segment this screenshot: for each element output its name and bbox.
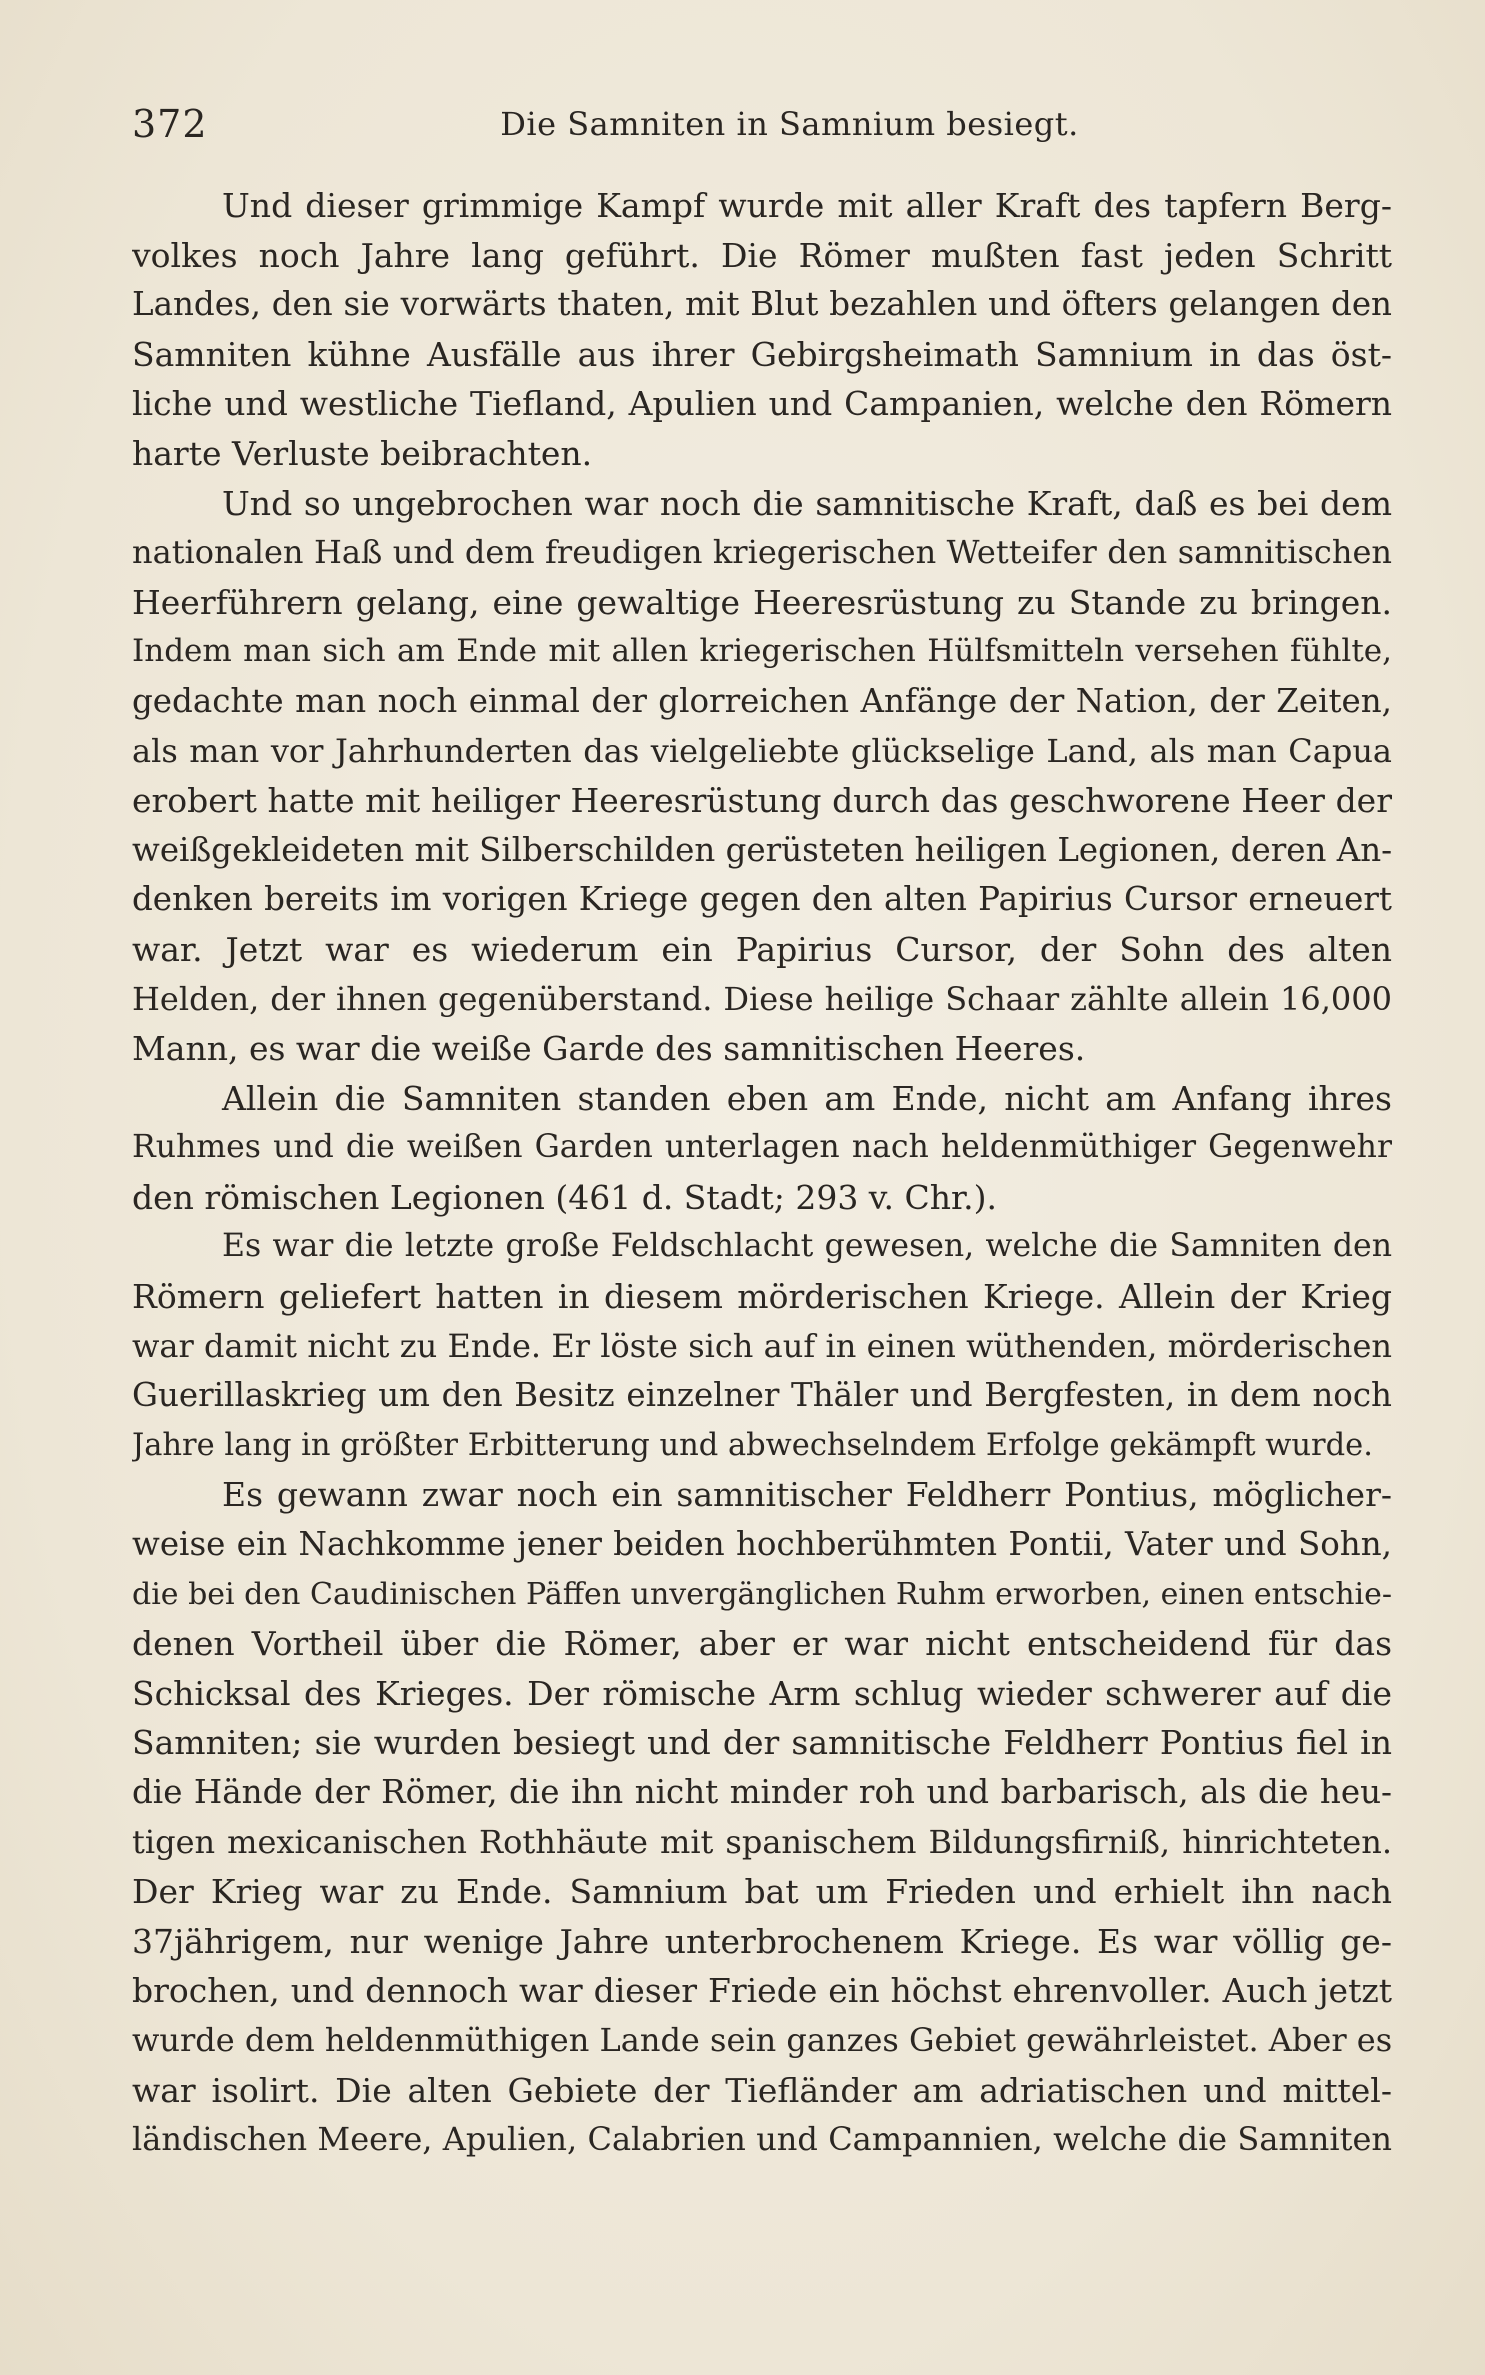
text-line: die Hände der Römer, die ihn nicht minder roh und barbarisch, als die heu- bbox=[132, 1773, 1392, 1811]
text-line: den römischen Legionen (461 d. Stadt; 293 v. Chr.). bbox=[132, 1177, 998, 1217]
text-line: Und so ungebrochen war noch die samnitische Kraft, daß es bei dem bbox=[222, 483, 1392, 523]
text-line: war damit nicht zu Ende. Er löste sich auf in einen wüthenden, mörderischen bbox=[132, 1326, 1392, 1365]
text-line: Jahre lang in größter Erbitterung und abwechselndem Erfolge gekämpft wurde. bbox=[132, 1427, 1373, 1463]
text-line: erobert hatte mit heiliger Heeresrüstung durch das geschworene Heer der bbox=[132, 781, 1392, 821]
text-line: Helden, der ihnen gegenüberstand. Diese heilige Schaar zählte allein 16,000 bbox=[132, 979, 1392, 1018]
text-line: Ruhmes und die weißen Garden unterlagen nach heldenmüthiger Gegenwehr bbox=[132, 1129, 1392, 1166]
text-line: ländischen Meere, Apulien, Calabrien und Campannien, welche die Samniten bbox=[132, 2120, 1392, 2159]
text-line: Landes, den sie vorwärts thaten, mit Blut bezahlen und öfters gelangen den bbox=[132, 285, 1392, 324]
text-line: Allein die Samniten standen eben am Ende, nicht am Anfang ihres bbox=[222, 1078, 1392, 1118]
text-line: Heerführern gelang, eine gewaltige Heeresrüstung zu Stande zu bringen. bbox=[132, 582, 1392, 622]
text-line: tigen mexicanischen Rothhäute mit spanischem Bildungsfirniß, hinrichteten. bbox=[132, 1822, 1392, 1861]
text-line: Samniten kühne Ausfälle aus ihrer Gebirgsheimath Samnium in das öst- bbox=[132, 334, 1392, 374]
text-line: liche und westliche Tiefland, Apulien und Campanien, welche den Römern bbox=[132, 384, 1392, 424]
page-header bbox=[132, 96, 1387, 152]
text-line: Römern geliefert hatten in diesem mörderischen Kriege. Allein der Krieg bbox=[132, 1277, 1392, 1317]
text-line: denken bereits im vorigen Kriege gegen den alten Papirius Cursor erneuert bbox=[132, 880, 1392, 919]
text-line: wurde dem heldenmüthigen Lande sein ganzes Gebiet gewährleistet. Aber es bbox=[132, 2020, 1392, 2059]
text-line: Es war die letzte große Feldschlacht gewesen, welche die Samniten den bbox=[222, 1228, 1392, 1265]
text-line: Samniten; sie wurden besiegt und der samnitische Feldherr Pontius fiel in bbox=[132, 1723, 1392, 1763]
running-title: Die Samniten in Samnium besiegt. bbox=[500, 105, 1079, 143]
text-line: weißgekleideten mit Silberschilden gerüsteten heiligen Legionen, deren An- bbox=[132, 830, 1392, 869]
text-line: denen Vortheil über die Römer, aber er war nicht entscheidend für das bbox=[132, 1624, 1392, 1664]
text-line: Schicksal des Krieges. Der römische Arm schlug wieder schwerer auf die bbox=[132, 1673, 1392, 1713]
text-line: brochen, und dennoch war dieser Friede ein höchst ehrenvoller. Auch jetzt bbox=[132, 1971, 1392, 2011]
text-line: Guerillaskrieg um den Besitz einzelner Thäler und Bergfesten, in dem noch bbox=[132, 1376, 1392, 1415]
text-line: nationalen Haß und dem freudigen kriegerischen Wetteifer den samnitischen bbox=[132, 533, 1392, 572]
text-line: volkes noch Jahre lang geführt. Die Römer mußten fast jeden Schritt bbox=[132, 235, 1392, 275]
text-line: Es gewann zwar noch ein samnitischer Feldherr Pontius, möglicher- bbox=[222, 1475, 1392, 1515]
text-line: als man vor Jahrhunderten das vielgeliebte glückselige Land, als man Capua bbox=[132, 731, 1392, 770]
text-line: war. Jetzt war es wiederum ein Papirius Cursor, der Sohn des alten bbox=[132, 929, 1392, 969]
text-line: Der Krieg war zu Ende. Samnium bat um Frieden und erhielt ihn nach bbox=[132, 1872, 1392, 1912]
text-line: Und dieser grimmige Kampf wurde mit aller Kraft des tapfern Berg- bbox=[222, 186, 1392, 225]
text-line: gedachte man noch einmal der glorreichen Anfänge der Nation, der Zeiten, bbox=[132, 681, 1392, 720]
text-line: war isolirt. Die alten Gebiete der Tiefländer am adriatischen und mittel- bbox=[132, 2070, 1392, 2110]
text-line: die bei den Caudinischen Päffen unvergänglichen Ruhm erworben, einen entschie- bbox=[132, 1576, 1392, 1612]
body-text bbox=[132, 181, 1392, 2165]
text-line: 37jährigem, nur wenige Jahre unterbrochenem Kriege. Es war völlig ge- bbox=[132, 1921, 1392, 1961]
page-number: 372 bbox=[132, 102, 208, 146]
text-line: harte Verluste beibrachten. bbox=[132, 433, 593, 473]
text-line: Mann, es war die weiße Garde des samnitischen Heeres. bbox=[132, 1029, 1086, 1069]
text-line: weise ein Nachkomme jener beiden hochberühmten Pontii, Vater und Sohn, bbox=[132, 1525, 1392, 1564]
text-line: Indem man sich am Ende mit allen kriegerischen Hülfsmitteln versehen fühlte, bbox=[132, 633, 1392, 670]
